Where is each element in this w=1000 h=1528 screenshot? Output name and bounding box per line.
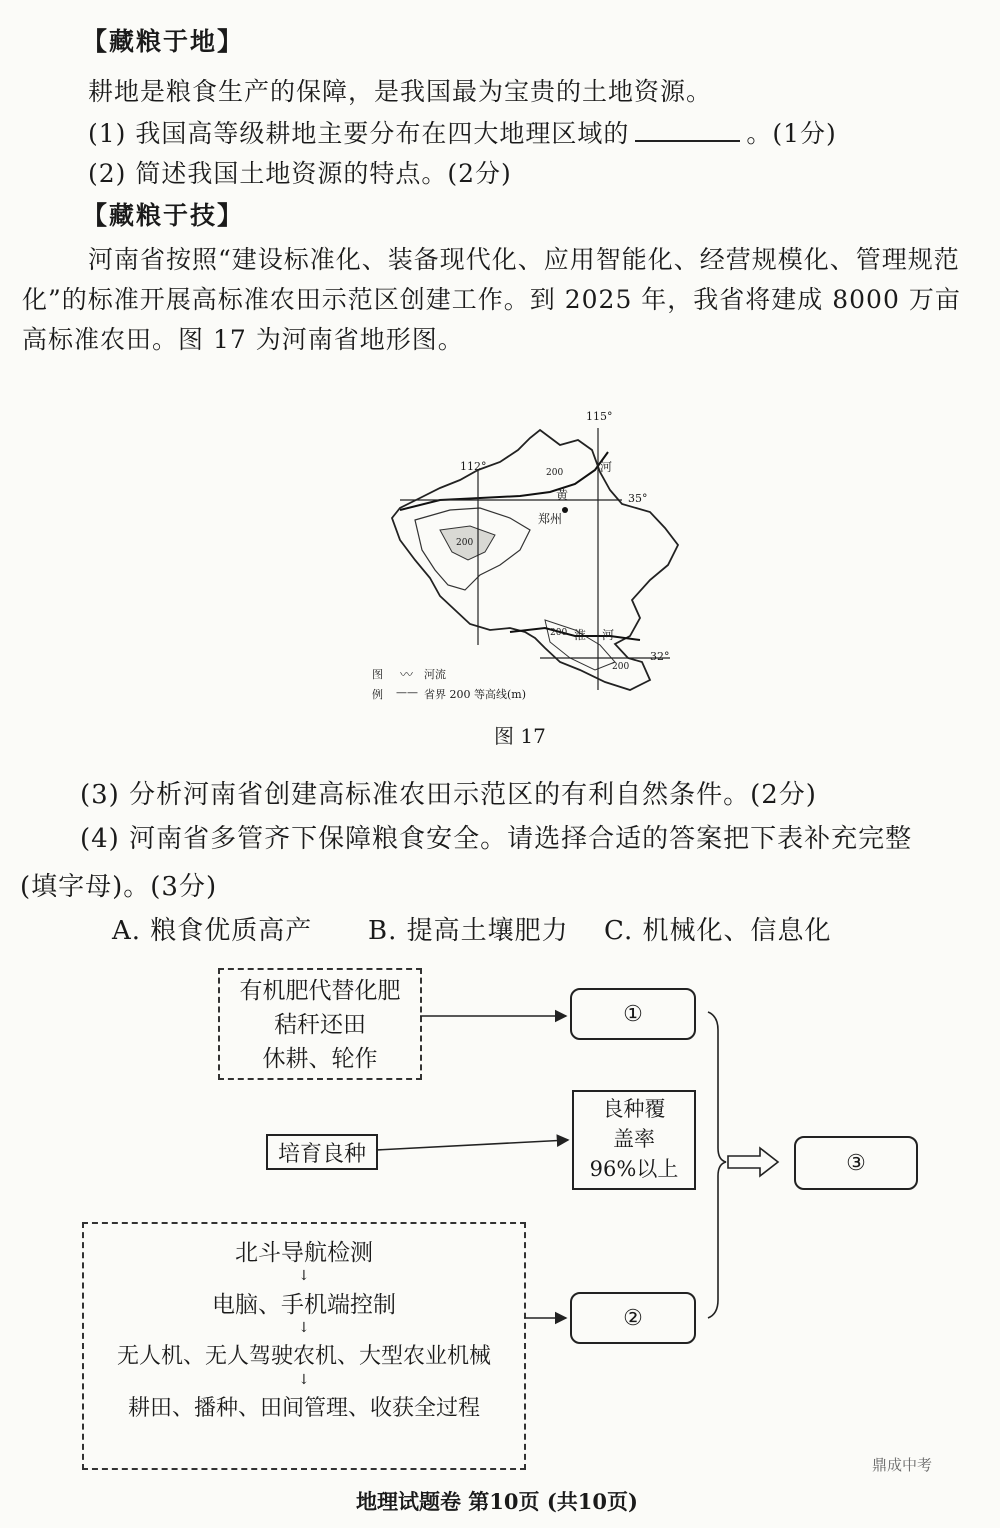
legend-river: 河流 <box>424 668 446 681</box>
mech-line-2: 电脑、手机端控制 <box>212 1292 396 1318</box>
border-legend-icon: —— <box>396 686 418 699</box>
mech-line-3: 无人机、无人驾驶农机、大型农业机械 <box>116 1344 491 1369</box>
arrow-breeding <box>376 1140 568 1150</box>
legend-label: 图 <box>372 668 383 681</box>
legend-label-2: 例 <box>372 688 383 701</box>
hollow-arrow-icon <box>728 1148 778 1176</box>
mech-line-1: 北斗导航检测 <box>235 1240 373 1266</box>
river-legend-icon: 〰 <box>400 668 414 683</box>
contour-label: 200 <box>546 468 564 478</box>
contour-label: 200 <box>550 628 568 638</box>
seed-line: 盖率 <box>613 1127 655 1151</box>
contour-label: 200 <box>456 538 474 548</box>
river-label-he-2: 河 <box>602 628 615 642</box>
lon-label-112: 112° <box>460 460 487 473</box>
lat-label-35: 35° <box>628 492 648 505</box>
section-title-tech: 【藏粮于技】 <box>82 201 245 230</box>
brace-icon <box>708 1012 726 1318</box>
option-c: C. 机械化、信息化 <box>604 916 832 946</box>
river-label-huang: 黄 <box>556 488 569 502</box>
river-label-he-1: 河 <box>600 460 613 474</box>
question-1-text: (1) 我国高等级耕地主要分布在四大地理区域的 <box>88 119 630 148</box>
question-1-score: 。(1分) <box>746 119 837 148</box>
down-arrow-icon: ↓ <box>298 1320 310 1336</box>
soil-measure-line: 休耕、轮作 <box>262 1046 378 1072</box>
figure-caption: 图 17 <box>494 724 546 748</box>
answer-box-2[interactable]: ② <box>570 1292 696 1344</box>
question-2: (2) 简述我国土地资源的特点。(2分) <box>88 159 512 188</box>
soil-measure-line: 秸秆还田 <box>274 1012 366 1038</box>
seed-line: 96%以上 <box>589 1157 679 1181</box>
lat-label-32: 32° <box>650 650 670 663</box>
intro-text: 耕地是粮食生产的保障，是我国最为宝贵的土地资源。 <box>88 77 713 106</box>
question-4-line-2: (填字母)。(3分) <box>20 872 218 902</box>
section-title-land: 【藏粮于地】 <box>82 27 245 56</box>
page-footer: 地理试题卷 第10页 (共10页) <box>356 1489 638 1514</box>
answer-box-3[interactable]: ③ <box>794 1136 918 1190</box>
down-arrow-icon: ↓ <box>298 1372 310 1388</box>
paragraph-line-2: 化”的标准开展高标准农田示范区创建工作。到 2025 年，我省将建成 8000 万亩 <box>22 285 961 314</box>
down-arrow-icon: ↓ <box>298 1268 310 1284</box>
option-a: A. 粮食优质高产 <box>112 916 313 946</box>
paragraph-line-3: 高标准农田。图 17 为河南省地形图。 <box>22 325 464 354</box>
legend-items: 省界 200 等高线(m) <box>424 688 527 701</box>
breeding-box: 培育良种 <box>266 1134 378 1170</box>
mech-line-4: 耕田、播种、田间管理、收获全过程 <box>127 1396 480 1421</box>
option-b: B. 提高土壤肥力 <box>368 916 569 946</box>
question-4-line-1: (4) 河南省多管齐下保障粮食安全。请选择合适的答案把下表补充完整 <box>80 824 913 854</box>
paragraph-line-1: 河南省按照“建设标准化、装备现代化、应用智能化、经营规模化、管理规范 <box>88 245 960 274</box>
soil-measure-line: 有机肥代替化肥 <box>239 978 401 1004</box>
city-label-zhengzhou: 郑州 <box>538 512 563 526</box>
river-label-huai: 淮 <box>574 628 587 642</box>
contour-label: 200 <box>612 662 630 672</box>
lon-label-115: 115° <box>586 410 613 423</box>
answer-box-1[interactable]: ① <box>570 988 696 1040</box>
seed-line: 良种覆 <box>602 1097 666 1121</box>
question-3: (3) 分析河南省创建高标准农田示范区的有利自然条件。(2分) <box>80 780 817 810</box>
watermark-text: 鼎成中考 <box>872 1456 933 1474</box>
